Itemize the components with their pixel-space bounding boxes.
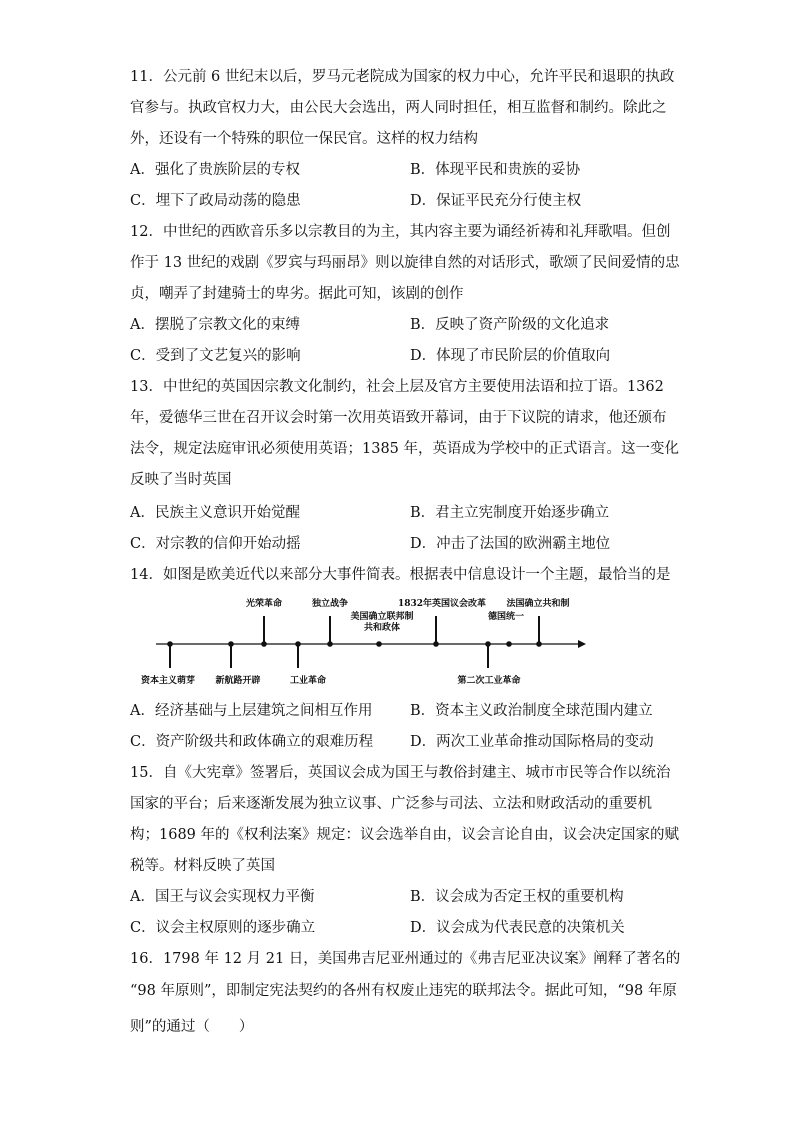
q12-stem-line-2: 作于 13 世纪的戏剧《罗宾与玛丽昂》则以旋律自然的对话形式，歌颂了民间爱情的忠	[130, 255, 680, 271]
q15-stem-line-4: 税等。材料反映了英国	[130, 858, 275, 874]
q15-stem-line-3: 构；1689 年的《权利法案》规定：议会选举自由，议会言论自由，议会决定国家的赋	[130, 827, 680, 843]
q11-option-d[interactable]: D．保证平民充分行使主权	[410, 193, 582, 209]
q16-stem-line-3: 则”的通过（ ）	[130, 1019, 254, 1035]
label-second-industrial-revolution: 第二次工业革命	[457, 676, 521, 686]
q15-option-b[interactable]: B．议会成为否定王权的重要机构	[410, 889, 624, 905]
q14-option-c[interactable]: C．资产阶级共和政体确立的艰难历程	[130, 734, 374, 750]
q12-option-c[interactable]: C．受到了文艺复兴的影响	[130, 348, 301, 364]
q13-stem-line-3: 法令，规定法庭审讯必须使用英语；1385 年，英语成为学校中的正式语言。这一变化	[130, 441, 680, 457]
q13-option-b[interactable]: B．君主立宪制度开始逐步确立	[410, 505, 610, 521]
dot-france-republic	[536, 641, 542, 647]
dot-new-sea-route	[228, 641, 234, 647]
q15-stem-line-1: 15．自《大宪章》签署后，英国议会成为国王与教俗封建主、城市市民等合作以统治	[130, 765, 671, 781]
label-glorious-revolution: 光荣革命	[245, 599, 283, 609]
q14-option-d[interactable]: D．两次工业革命推动国际格局的变动	[410, 734, 654, 750]
q16-stem-line-1: 16．1798 年 12 月 21 日，美国弗吉尼亚州通过的《弗吉尼亚决议案》阐释了著名的	[130, 951, 681, 967]
q11-stem-line-2: 官参与。执政官权力大，由公民大会选出，两人同时担任，相互监督和制约。除此之	[130, 100, 667, 116]
q14-option-a[interactable]: A．经济基础与上层建筑之间相互作用	[130, 703, 373, 719]
q15-option-d[interactable]: D．议会成为代表民意的决策机关	[410, 920, 625, 936]
q11-stem-line-3: 外，还设有一个特殊的职位一保民官。这样的权力结构	[130, 131, 478, 147]
q13-option-c[interactable]: C．对宗教的信仰开始动摇	[130, 536, 301, 552]
label-capitalism-sprouts: 资本主义萌芽	[140, 676, 196, 686]
label-german-unification: 德国统一	[487, 612, 525, 622]
label-us-federal: 美国确立联邦制	[350, 612, 414, 622]
label-france-republic: 法国确立共和制	[506, 599, 570, 609]
label-new-sea-route: 新航路开辟	[215, 676, 261, 686]
q11-option-a[interactable]: A．强化了贵族阶层的专权	[130, 162, 300, 178]
q15-option-a[interactable]: A．国王与议会实现权力平衡	[130, 889, 315, 905]
timeline-figure	[128, 594, 598, 690]
dot-second-industrial-revolution	[485, 641, 491, 647]
dot-german-unification	[506, 641, 512, 647]
q12-stem-line-3: 贞，嘲弄了封建骑士的卑劣。据此可知，该剧的创作	[130, 286, 464, 302]
q13-stem-line-1: 13．中世纪的英国因宗教文化制约，社会上层及官方主要使用法语和拉丁语。1362	[130, 379, 664, 395]
q12-option-b[interactable]: B．反映了资产阶级的文化追求	[410, 317, 610, 333]
q15-option-c[interactable]: C．议会主权原则的逐步确立	[130, 920, 316, 936]
label-industrial-revolution: 工业革命	[289, 676, 327, 686]
q12-stem-line-1: 12．中世纪的西欧音乐多以宗教目的为主，其内容主要为诵经祈祷和礼拜歌唱。但创	[130, 224, 671, 240]
dot-industrial-revolution	[295, 641, 301, 647]
dot-glorious-revolution	[261, 641, 267, 647]
q16-stem-line-2: “98 年原则”，即制定宪法契约的各州有权废止违宪的联邦法令。据此可知，“98 年原	[130, 983, 677, 999]
label-republic-polity: 共和政体	[363, 623, 401, 633]
dot-independence-war	[327, 641, 333, 647]
label-independence-war: 独立战争	[311, 599, 349, 609]
q11-option-b[interactable]: B．体现平民和贵族的妥协	[410, 162, 581, 178]
q13-stem-line-4: 反映了当时英国	[130, 472, 232, 488]
q13-option-a[interactable]: A．民族主义意识开始觉醒	[130, 505, 300, 521]
label-1832-reform: 1832年英国议会改革	[397, 599, 487, 609]
dot-capitalism-sprouts	[167, 641, 173, 647]
q12-option-a[interactable]: A．摆脱了宗教文化的束缚	[130, 317, 300, 333]
dot-1832-reform	[433, 641, 439, 647]
dot-us-federal-republic	[376, 641, 382, 647]
q14-option-b[interactable]: B．资本主义政治制度全球范围内建立	[410, 703, 653, 719]
q13-stem-line-2: 年，爱德华三世在召开议会时第一次用英语致开幕词，由于下议院的请求，他还颁布	[130, 410, 667, 426]
q11-option-c[interactable]: C．埋下了政局动荡的隐患	[130, 193, 301, 209]
q12-option-d[interactable]: D．体现了市民阶层的价值取向	[410, 348, 611, 364]
q15-stem-line-2: 国家的平台；后来逐渐发展为独立议事、广泛参与司法、立法和财政活动的重要机	[130, 796, 652, 812]
timeline-arrow	[578, 640, 586, 648]
q14-stem-line-1: 14．如图是欧美近代以来部分大事件简表。根据表中信息设计一个主题，最恰当的是	[130, 567, 671, 583]
q11-stem-line-1: 11．公元前 6 世纪末以后，罗马元老院成为国家的权力中心，允许平民和退职的执政	[130, 69, 675, 85]
q13-option-d[interactable]: D．冲击了法国的欧洲霸主地位	[410, 536, 611, 552]
